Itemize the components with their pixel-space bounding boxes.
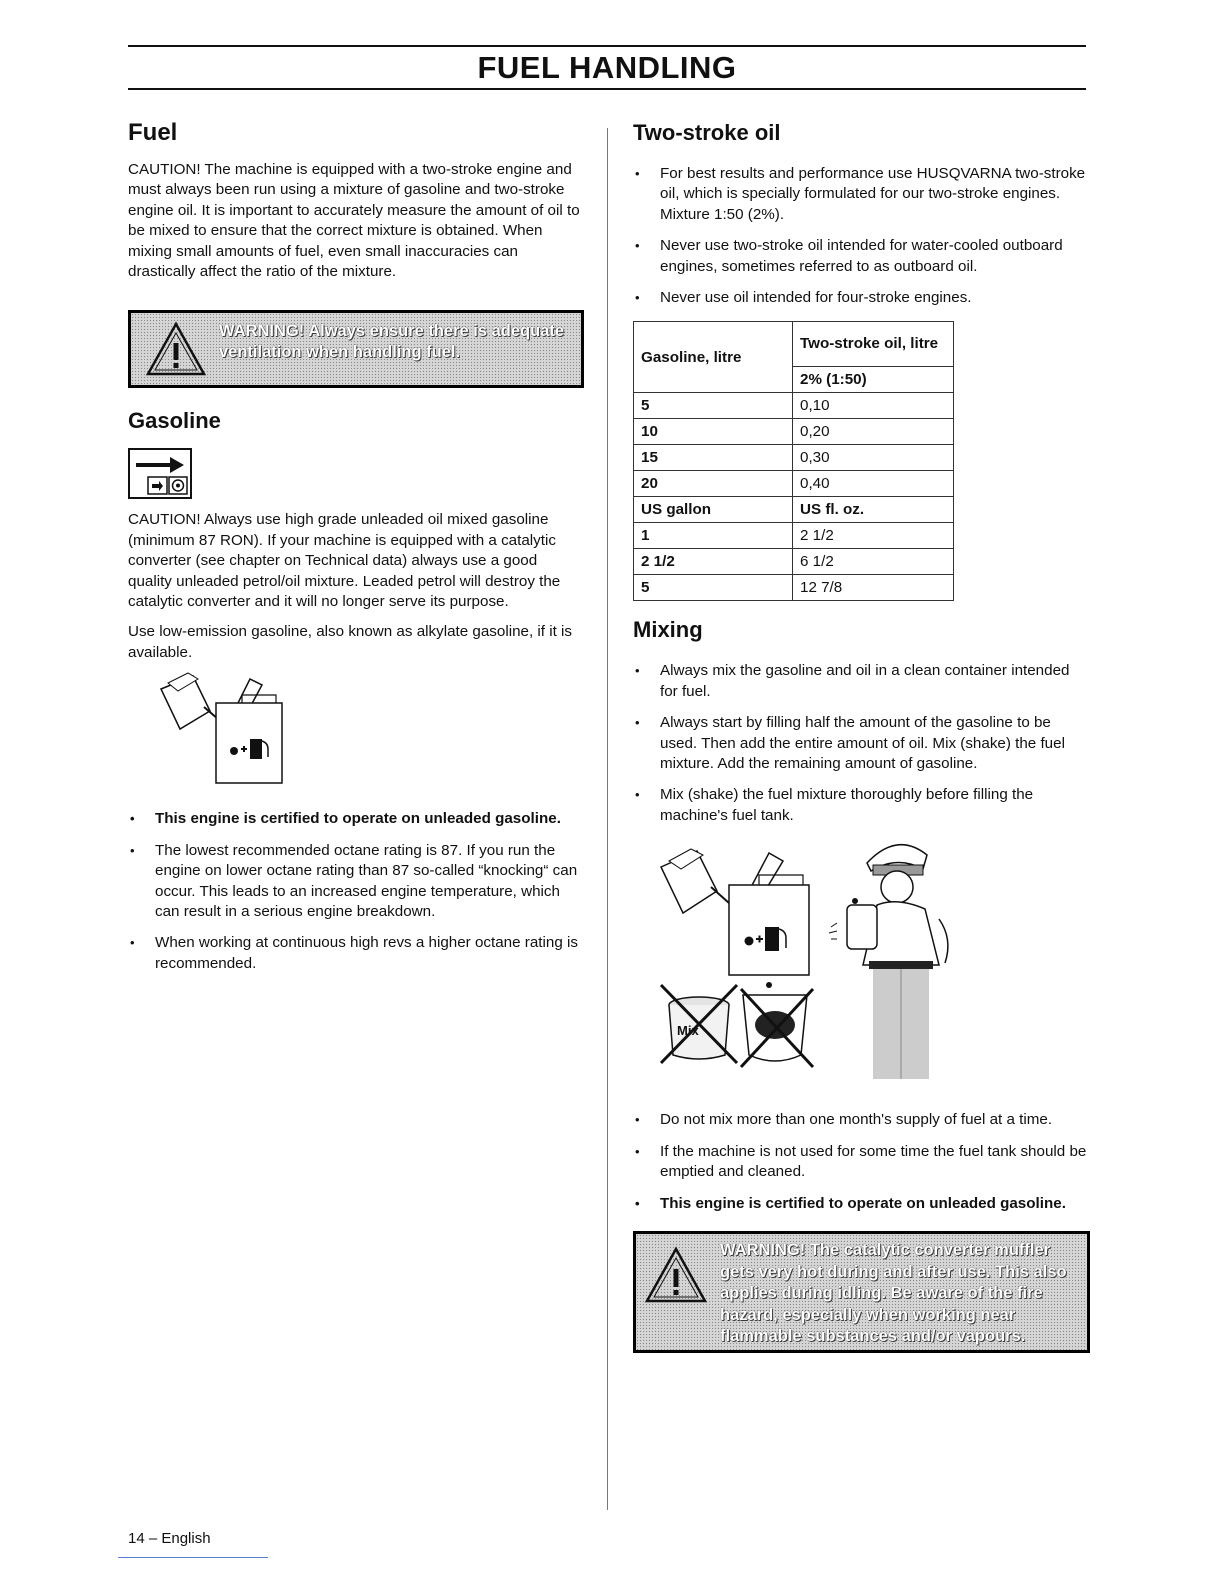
fuel-caution-text: CAUTION! The machine is equipped with a two-stroke engine and must always been run using a mixture of gasoline and two-stroke engine oil. It is important to accurately measure the amount of oil to be mixed to ensure that the correct mixture is obtained. When mixing small amounts of fuel, even small inaccuracies can drastically affect the ratio of the mixture.: [128, 161, 580, 281]
mixing-bullet-list-2: [633, 1110, 1088, 1214]
table-cell: 6 1/2: [793, 549, 954, 575]
table-row: [634, 549, 954, 575]
list-item: • If the machine is not used for some time the fuel tank should be emptied and cleaned.: [633, 1142, 1088, 1183]
table-row: [634, 445, 954, 471]
gasoline-bullet-list: [128, 809, 580, 974]
table-header-gasoline: Gasoline, litre: [634, 322, 793, 393]
table-header-us-gallon: US gallon: [634, 497, 793, 523]
table-row: [634, 497, 954, 523]
warning1-line2: ventilation when handling fuel.: [219, 343, 461, 362]
column-divider: [607, 128, 608, 1510]
table-cell: 10: [634, 419, 793, 445]
list-item: • Mix (shake) the fuel mixture thoroughly before filling the machine's fuel tank.: [633, 785, 1088, 826]
gasoline-heading: Gasoline: [128, 408, 221, 434]
list-item: • Always mix the gasoline and oil in a clean container intended for fuel.: [633, 661, 1088, 702]
page-footer: 14 – English: [128, 1530, 211, 1547]
list-item: • Always start by filling half the amount of the gasoline to be used. Then add the entire amount of oil. Mix (shake) the fuel mixture. Add the remaining amount of gasoline.: [633, 713, 1088, 774]
warning-triangle-icon: [145, 321, 207, 377]
table-cell: 0,20: [793, 419, 954, 445]
can-label: Mix: [677, 1023, 699, 1039]
table-cell: 2 1/2: [634, 549, 793, 575]
mixing-illustration: [633, 837, 1088, 1095]
catalytic-warning-text: [720, 1240, 1067, 1348]
table-row: [634, 471, 954, 497]
crossed-bucket-icon: [741, 989, 813, 1067]
title-top-rule: [128, 45, 1086, 47]
fuel-heading: Fuel: [128, 119, 178, 146]
table-row: [634, 419, 954, 445]
page-title: FUEL HANDLING: [477, 50, 737, 85]
operator-shaking-can-illustration: [827, 835, 967, 1085]
list-item: • Do not mix more than one month's supply of fuel at a time.: [633, 1110, 1088, 1130]
table-cell: 20: [634, 471, 793, 497]
ventilation-warning-text: [219, 321, 564, 363]
gasoline-caution-text: CAUTION! Always use high grade unleaded oil mixed gasoline (minimum 87 RON). If your machine is equipped with a catalytic converter (see chapter on Technical data) always use a good quality unleaded petrol/oil mixture. Leaded petrol will destroy the catalytic converter and it will no longer serve its purpose.: [128, 511, 561, 611]
fuel-mixing-can-illustration: [657, 845, 827, 1075]
warning-triangle-icon: [644, 1246, 708, 1304]
list-item: • Never use oil intended for four-stroke engines.: [633, 288, 1088, 308]
mixing-bullet-list: [633, 661, 1088, 826]
table-cell: 1: [634, 523, 793, 549]
warning2-line: flammable substances and/or vapours.: [720, 1327, 1026, 1346]
title-bottom-rule: [128, 88, 1086, 90]
right-column: [633, 118, 1088, 1353]
table-header-ratio: 2% (1:50): [793, 367, 954, 393]
warning2-line: applies during idling. Be aware of the fire: [720, 1284, 1043, 1303]
table-header-us-floz: US fl. oz.: [793, 497, 954, 523]
table-header-oil: Two-stroke oil, litre: [793, 322, 954, 367]
fuel-mix-table: [633, 321, 954, 601]
table-row: [634, 575, 954, 601]
table-cell: 5: [634, 575, 793, 601]
warning2-line: gets very hot during and after use. This also: [720, 1262, 1067, 1281]
list-item: • For best results and performance use HUSQVARNA two-stroke oil, which is specially formulated for our two-stroke engines. Mixture 1:50 (2%).: [633, 164, 1088, 225]
table-row: [634, 393, 954, 419]
two-stroke-heading: Two-stroke oil: [633, 120, 781, 145]
footer-underline: [118, 1557, 268, 1558]
warning1-line1: WARNING! Always ensure there is adequate: [219, 322, 565, 341]
list-item: • When working at continuous high revs a higher octane rating is recommended.: [128, 933, 580, 974]
refer-arrow-icon: [128, 448, 194, 500]
table-cell: 0,10: [793, 393, 954, 419]
list-item: • This engine is certified to operate on unleaded gasoline.: [633, 1194, 1088, 1214]
table-cell: 0,30: [793, 445, 954, 471]
table-cell: 12 7/8: [793, 575, 954, 601]
table-cell: 2 1/2: [793, 523, 954, 549]
fuel-can-pour-illustration: [158, 671, 288, 789]
catalytic-warning-box: [633, 1231, 1090, 1353]
table-cell: 15: [634, 445, 793, 471]
two-stroke-bullet-list: [633, 164, 1088, 308]
list-item: • This engine is certified to operate on unleaded gasoline.: [128, 809, 580, 829]
ventilation-warning-box: [128, 310, 584, 388]
table-cell: 5: [634, 393, 793, 419]
list-item: • Never use two-stroke oil intended for water-cooled outboard engines, sometimes referred to as outboard oil.: [633, 236, 1088, 277]
warning2-line: WARNING! The catalytic converter muffler: [720, 1240, 1051, 1259]
warning2-line: hazard, especially when working near: [720, 1305, 1016, 1324]
table-row: [634, 523, 954, 549]
table-cell: 0,40: [793, 471, 954, 497]
low-emission-text: Use low-emission gasoline, also known as alkylate gasoline, if it is available.: [128, 623, 573, 661]
crossed-can-icon: [661, 985, 737, 1063]
left-column: [128, 118, 580, 985]
mixing-heading: Mixing: [633, 617, 703, 643]
table-row: [634, 322, 954, 367]
list-item: • The lowest recommended octane rating is 87. If you run the engine on lower octane rating than 87 so-called “knocking“ can occur. This leads to an increased engine temperature, which can result in a serious engine breakdown.: [128, 841, 580, 923]
